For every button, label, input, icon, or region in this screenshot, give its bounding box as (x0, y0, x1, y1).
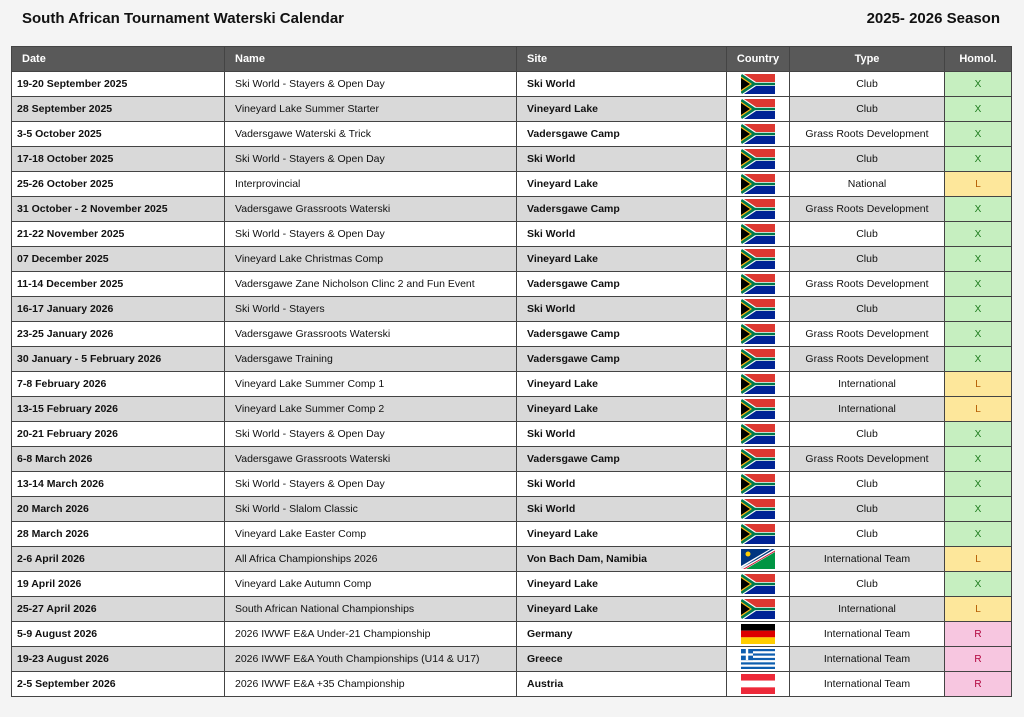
table-row (12, 122, 1012, 147)
event-country (727, 597, 790, 622)
event-country (727, 197, 790, 222)
event-country (727, 497, 790, 522)
event-country (727, 322, 790, 347)
south-africa-flag-icon (741, 324, 775, 344)
homologation-badge: X (945, 447, 1012, 472)
column-header-type: Type (790, 47, 945, 72)
event-site: Vineyard Lake (517, 247, 727, 272)
south-africa-flag-icon (741, 449, 775, 469)
event-site: Vadersgawe Camp (517, 272, 727, 297)
event-date: 25-27 April 2026 (12, 597, 225, 622)
event-site: Ski World (517, 422, 727, 447)
column-header-country: Country (727, 47, 790, 72)
namibia-flag-icon (741, 549, 775, 569)
south-africa-flag-icon (741, 399, 775, 419)
table-row (12, 422, 1012, 447)
event-type: Club (790, 497, 945, 522)
event-site: Vadersgawe Camp (517, 447, 727, 472)
event-name: Vadersgawe Grassroots Waterski (225, 322, 517, 347)
austria-flag-icon (741, 674, 775, 694)
event-country (727, 172, 790, 197)
table-row (12, 472, 1012, 497)
greece-flag-icon (741, 649, 775, 669)
event-country (727, 447, 790, 472)
page-title: South African Tournament Waterski Calendar (22, 10, 344, 27)
south-africa-flag-icon (741, 274, 775, 294)
event-type: International (790, 397, 945, 422)
event-site: Ski World (517, 472, 727, 497)
event-site: Vadersgawe Camp (517, 122, 727, 147)
homologation-badge: X (945, 322, 1012, 347)
event-site: Vineyard Lake (517, 397, 727, 422)
event-country (727, 522, 790, 547)
event-date: 11-14 December 2025 (12, 272, 225, 297)
event-date: 2-5 September 2026 (12, 672, 225, 697)
event-type: Club (790, 422, 945, 447)
column-header-site: Site (517, 47, 727, 72)
table-row (12, 347, 1012, 372)
event-type: International Team (790, 622, 945, 647)
event-country (727, 622, 790, 647)
table-row (12, 497, 1012, 522)
event-date: 07 December 2025 (12, 247, 225, 272)
south-africa-flag-icon (741, 349, 775, 369)
table-row (12, 297, 1012, 322)
table-row (12, 647, 1012, 672)
event-name: Vadersgawe Grassroots Waterski (225, 197, 517, 222)
event-name: Ski World - Stayers & Open Day (225, 147, 517, 172)
homologation-badge: L (945, 597, 1012, 622)
event-date: 23-25 January 2026 (12, 322, 225, 347)
table-row (12, 197, 1012, 222)
event-site: Greece (517, 647, 727, 672)
homologation-badge: X (945, 347, 1012, 372)
event-country (727, 647, 790, 672)
event-date: 7-8 February 2026 (12, 372, 225, 397)
event-name: Vineyard Lake Autumn Comp (225, 572, 517, 597)
event-date: 20 March 2026 (12, 497, 225, 522)
event-name: Vadersgawe Training (225, 347, 517, 372)
south-africa-flag-icon (741, 424, 775, 444)
event-type: Grass Roots Development (790, 272, 945, 297)
season-label: 2025- 2026 Season (866, 10, 1000, 27)
south-africa-flag-icon (741, 599, 775, 619)
homologation-badge: R (945, 672, 1012, 697)
south-africa-flag-icon (741, 224, 775, 244)
south-africa-flag-icon (741, 149, 775, 169)
page-header (22, 10, 1000, 32)
event-country (727, 297, 790, 322)
event-name: 2026 IWWF E&A Youth Championships (U14 & U17) (225, 647, 517, 672)
event-type: Club (790, 97, 945, 122)
homologation-badge: X (945, 572, 1012, 597)
homologation-badge: X (945, 297, 1012, 322)
event-date: 28 September 2025 (12, 97, 225, 122)
table-row (12, 322, 1012, 347)
event-type: Club (790, 147, 945, 172)
homologation-badge: X (945, 422, 1012, 447)
event-name: 2026 IWWF E&A +35 Championship (225, 672, 517, 697)
event-date: 28 March 2026 (12, 522, 225, 547)
event-date: 3-5 October 2025 (12, 122, 225, 147)
table-row (12, 547, 1012, 572)
event-country (727, 572, 790, 597)
table-row (12, 572, 1012, 597)
event-type: Club (790, 572, 945, 597)
event-site: Ski World (517, 297, 727, 322)
event-name: Vineyard Lake Christmas Comp (225, 247, 517, 272)
event-type: International (790, 372, 945, 397)
event-site: Ski World (517, 497, 727, 522)
event-name: Vadersgawe Zane Nicholson Clinc 2 and Fun Event (225, 272, 517, 297)
event-date: 31 October - 2 November 2025 (12, 197, 225, 222)
homologation-badge: X (945, 147, 1012, 172)
event-type: International Team (790, 547, 945, 572)
event-type: Club (790, 72, 945, 97)
event-country (727, 122, 790, 147)
event-date: 19-23 August 2026 (12, 647, 225, 672)
event-date: 19-20 September 2025 (12, 72, 225, 97)
event-site: Austria (517, 672, 727, 697)
event-type: Club (790, 472, 945, 497)
table-row (12, 147, 1012, 172)
event-type: Club (790, 222, 945, 247)
south-africa-flag-icon (741, 524, 775, 544)
homologation-badge: X (945, 472, 1012, 497)
homologation-badge: X (945, 72, 1012, 97)
table-row (12, 672, 1012, 697)
event-name: Vineyard Lake Summer Comp 1 (225, 372, 517, 397)
event-country (727, 422, 790, 447)
south-africa-flag-icon (741, 474, 775, 494)
event-country (727, 372, 790, 397)
event-name: Vadersgawe Waterski & Trick (225, 122, 517, 147)
table-row (12, 522, 1012, 547)
homologation-badge: R (945, 647, 1012, 672)
homologation-badge: X (945, 497, 1012, 522)
event-country (727, 272, 790, 297)
event-country (727, 347, 790, 372)
homologation-badge: X (945, 122, 1012, 147)
table-row (12, 222, 1012, 247)
event-type: Grass Roots Development (790, 347, 945, 372)
event-name: Vineyard Lake Summer Comp 2 (225, 397, 517, 422)
event-site: Vadersgawe Camp (517, 197, 727, 222)
table-row (12, 397, 1012, 422)
table-header-row (12, 47, 1012, 72)
event-site: Ski World (517, 222, 727, 247)
event-type: National (790, 172, 945, 197)
homologation-badge: X (945, 222, 1012, 247)
event-name: Interprovincial (225, 172, 517, 197)
south-africa-flag-icon (741, 199, 775, 219)
table-row (12, 172, 1012, 197)
event-date: 17-18 October 2025 (12, 147, 225, 172)
table-row (12, 272, 1012, 297)
homologation-badge: X (945, 97, 1012, 122)
event-type: International Team (790, 647, 945, 672)
homologation-badge: X (945, 272, 1012, 297)
germany-flag-icon (741, 624, 775, 644)
event-date: 2-6 April 2026 (12, 547, 225, 572)
event-date: 25-26 October 2025 (12, 172, 225, 197)
south-africa-flag-icon (741, 574, 775, 594)
event-type: Grass Roots Development (790, 197, 945, 222)
table-row (12, 97, 1012, 122)
homologation-badge: X (945, 197, 1012, 222)
event-name: Ski World - Stayers & Open Day (225, 222, 517, 247)
table-row (12, 622, 1012, 647)
event-site: Vadersgawe Camp (517, 322, 727, 347)
event-country (727, 222, 790, 247)
event-type: Club (790, 297, 945, 322)
event-name: Ski World - Stayers & Open Day (225, 72, 517, 97)
event-name: 2026 IWWF E&A Under-21 Championship (225, 622, 517, 647)
event-type: Grass Roots Development (790, 122, 945, 147)
event-name: South African National Championships (225, 597, 517, 622)
table-row (12, 247, 1012, 272)
south-africa-flag-icon (741, 124, 775, 144)
event-name: Ski World - Stayers & Open Day (225, 472, 517, 497)
homologation-badge: X (945, 247, 1012, 272)
south-africa-flag-icon (741, 74, 775, 94)
event-site: Vadersgawe Camp (517, 347, 727, 372)
event-site: Vineyard Lake (517, 372, 727, 397)
event-country (727, 547, 790, 572)
event-name: All Africa Championships 2026 (225, 547, 517, 572)
event-type: Club (790, 522, 945, 547)
event-site: Vineyard Lake (517, 172, 727, 197)
event-date: 21-22 November 2025 (12, 222, 225, 247)
event-type: Grass Roots Development (790, 322, 945, 347)
event-country (727, 397, 790, 422)
event-type: Grass Roots Development (790, 447, 945, 472)
homologation-badge: L (945, 547, 1012, 572)
event-date: 19 April 2026 (12, 572, 225, 597)
event-date: 13-14 March 2026 (12, 472, 225, 497)
column-header-name: Name (225, 47, 517, 72)
event-country (727, 247, 790, 272)
event-type: International Team (790, 672, 945, 697)
south-africa-flag-icon (741, 249, 775, 269)
south-africa-flag-icon (741, 374, 775, 394)
table-row (12, 447, 1012, 472)
calendar-table (11, 46, 1012, 697)
homologation-badge: L (945, 397, 1012, 422)
event-name: Vadersgawe Grassroots Waterski (225, 447, 517, 472)
event-name: Ski World - Slalom Classic (225, 497, 517, 522)
homologation-badge: L (945, 172, 1012, 197)
event-date: 6-8 March 2026 (12, 447, 225, 472)
event-name: Ski World - Stayers & Open Day (225, 422, 517, 447)
event-country (727, 147, 790, 172)
event-date: 20-21 February 2026 (12, 422, 225, 447)
event-site: Vineyard Lake (517, 522, 727, 547)
event-site: Germany (517, 622, 727, 647)
table-row (12, 72, 1012, 97)
event-date: 5-9 August 2026 (12, 622, 225, 647)
event-name: Vineyard Lake Summer Starter (225, 97, 517, 122)
event-site: Ski World (517, 72, 727, 97)
south-africa-flag-icon (741, 174, 775, 194)
table-row (12, 372, 1012, 397)
event-country (727, 672, 790, 697)
event-type: Club (790, 247, 945, 272)
south-africa-flag-icon (741, 499, 775, 519)
event-type: International (790, 597, 945, 622)
homologation-badge: X (945, 522, 1012, 547)
event-site: Vineyard Lake (517, 597, 727, 622)
table-row (12, 597, 1012, 622)
event-site: Ski World (517, 147, 727, 172)
event-name: Vineyard Lake Easter Comp (225, 522, 517, 547)
event-site: Von Bach Dam, Namibia (517, 547, 727, 572)
event-country (727, 472, 790, 497)
column-header-date: Date (12, 47, 225, 72)
event-site: Vineyard Lake (517, 572, 727, 597)
event-site: Vineyard Lake (517, 97, 727, 122)
homologation-badge: L (945, 372, 1012, 397)
event-country (727, 72, 790, 97)
event-date: 16-17 January 2026 (12, 297, 225, 322)
south-africa-flag-icon (741, 299, 775, 319)
south-africa-flag-icon (741, 99, 775, 119)
event-date: 30 January - 5 February 2026 (12, 347, 225, 372)
event-date: 13-15 February 2026 (12, 397, 225, 422)
event-country (727, 97, 790, 122)
column-header-homol: Homol. (945, 47, 1012, 72)
event-name: Ski World - Stayers (225, 297, 517, 322)
homologation-badge: R (945, 622, 1012, 647)
